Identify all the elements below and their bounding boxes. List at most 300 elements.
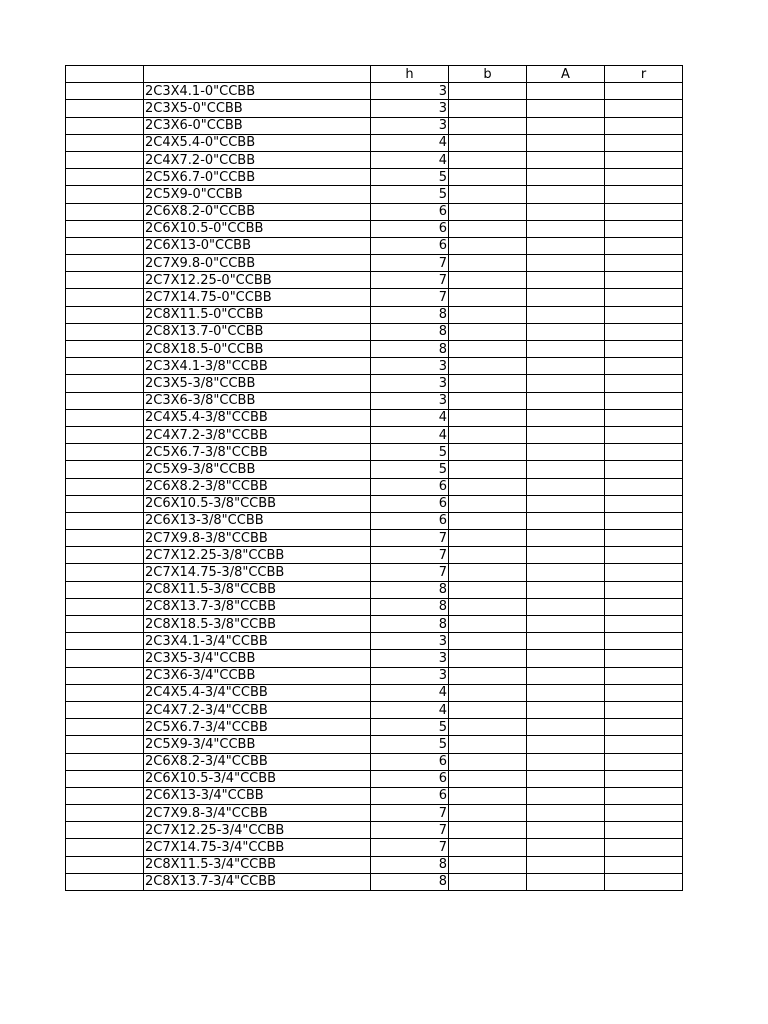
b-value-cell[interactable] (449, 169, 527, 186)
h-value-cell[interactable]: 5 (371, 169, 449, 186)
r-value-cell[interactable] (605, 839, 683, 856)
h-value-cell[interactable]: 4 (371, 409, 449, 426)
row-index-cell[interactable] (66, 787, 144, 804)
section-name-cell[interactable]: 2C4X7.2-3/8"CCBB (144, 426, 371, 443)
h-value-cell[interactable]: 6 (371, 512, 449, 529)
r-value-cell[interactable] (605, 186, 683, 203)
b-value-cell[interactable] (449, 272, 527, 289)
section-name-cell[interactable]: 2C3X6-0"CCBB (144, 117, 371, 134)
table-row (66, 358, 683, 375)
h-value-cell[interactable]: 6 (371, 478, 449, 495)
a-value-cell[interactable] (527, 839, 605, 856)
b-value-cell[interactable] (449, 237, 527, 254)
b-value-cell[interactable] (449, 134, 527, 151)
table-row (66, 306, 683, 323)
b-value-cell[interactable] (449, 186, 527, 203)
b-value-cell[interactable] (449, 684, 527, 701)
section-name-cell[interactable]: 2C6X10.5-0"CCBB (144, 220, 371, 237)
row-index-cell[interactable] (66, 495, 144, 512)
r-value-cell[interactable] (605, 151, 683, 168)
r-value-cell[interactable] (605, 306, 683, 323)
section-name-cell[interactable]: 2C5X9-3/4"CCBB (144, 736, 371, 753)
section-name-cell[interactable]: 2C7X14.75-3/8"CCBB (144, 564, 371, 581)
r-value-cell[interactable] (605, 598, 683, 615)
r-value-cell[interactable] (605, 478, 683, 495)
row-index-cell[interactable] (66, 633, 144, 650)
b-value-cell[interactable] (449, 409, 527, 426)
b-value-cell[interactable] (449, 495, 527, 512)
row-index-cell[interactable] (66, 805, 144, 822)
r-value-cell[interactable] (605, 684, 683, 701)
a-value-cell[interactable] (527, 341, 605, 358)
b-value-cell[interactable] (449, 444, 527, 461)
h-value-cell[interactable]: 3 (371, 83, 449, 100)
b-value-cell[interactable] (449, 530, 527, 547)
r-value-cell[interactable] (605, 667, 683, 684)
row-index-cell[interactable] (66, 753, 144, 770)
row-index-cell[interactable] (66, 117, 144, 134)
b-value-cell[interactable] (449, 220, 527, 237)
b-value-cell[interactable] (449, 375, 527, 392)
row-index-cell[interactable] (66, 856, 144, 873)
h-value-cell[interactable]: 4 (371, 701, 449, 718)
r-value-cell[interactable] (605, 719, 683, 736)
section-name-cell[interactable]: 2C3X4.1-3/4"CCBB (144, 633, 371, 650)
h-value-cell[interactable]: 4 (371, 684, 449, 701)
r-value-cell[interactable] (605, 392, 683, 409)
row-index-cell[interactable] (66, 220, 144, 237)
a-value-cell[interactable] (527, 117, 605, 134)
row-index-cell[interactable] (66, 237, 144, 254)
section-name-cell[interactable]: 2C6X10.5-3/8"CCBB (144, 495, 371, 512)
row-index-cell[interactable] (66, 186, 144, 203)
section-name-cell[interactable]: 2C7X9.8-0"CCBB (144, 255, 371, 272)
b-value-cell[interactable] (449, 83, 527, 100)
row-index-cell[interactable] (66, 409, 144, 426)
row-index-cell[interactable] (66, 822, 144, 839)
row-index-cell[interactable] (66, 667, 144, 684)
b-value-cell[interactable] (449, 392, 527, 409)
b-value-cell[interactable] (449, 255, 527, 272)
h-value-cell[interactable]: 7 (371, 822, 449, 839)
b-value-cell[interactable] (449, 805, 527, 822)
section-name-cell[interactable]: 2C4X7.2-3/4"CCBB (144, 701, 371, 718)
h-value-cell[interactable]: 8 (371, 306, 449, 323)
r-value-cell[interactable] (605, 787, 683, 804)
b-value-cell[interactable] (449, 203, 527, 220)
b-value-cell[interactable] (449, 650, 527, 667)
h-value-cell[interactable]: 7 (371, 530, 449, 547)
r-value-cell[interactable] (605, 633, 683, 650)
a-value-cell[interactable] (527, 409, 605, 426)
b-value-cell[interactable] (449, 306, 527, 323)
a-value-cell[interactable] (527, 323, 605, 340)
row-index-cell[interactable] (66, 151, 144, 168)
b-value-cell[interactable] (449, 701, 527, 718)
b-value-cell[interactable] (449, 289, 527, 306)
r-value-cell[interactable] (605, 564, 683, 581)
a-value-cell[interactable] (527, 856, 605, 873)
r-value-cell[interactable] (605, 822, 683, 839)
section-name-cell[interactable]: 2C8X18.5-3/8"CCBB (144, 616, 371, 633)
r-value-cell[interactable] (605, 237, 683, 254)
row-index-cell[interactable] (66, 444, 144, 461)
r-value-cell[interactable] (605, 203, 683, 220)
section-name-cell[interactable]: 2C6X8.2-3/8"CCBB (144, 478, 371, 495)
r-value-cell[interactable] (605, 134, 683, 151)
a-value-cell[interactable] (527, 564, 605, 581)
a-value-cell[interactable] (527, 83, 605, 100)
section-name-cell[interactable]: 2C7X12.25-3/8"CCBB (144, 547, 371, 564)
a-value-cell[interactable] (527, 186, 605, 203)
a-value-cell[interactable] (527, 495, 605, 512)
h-value-cell[interactable]: 6 (371, 787, 449, 804)
r-value-cell[interactable] (605, 289, 683, 306)
a-value-cell[interactable] (527, 134, 605, 151)
h-value-cell[interactable]: 7 (371, 289, 449, 306)
row-index-cell[interactable] (66, 169, 144, 186)
r-value-cell[interactable] (605, 375, 683, 392)
a-value-cell[interactable] (527, 203, 605, 220)
h-value-cell[interactable]: 6 (371, 753, 449, 770)
a-value-cell[interactable] (527, 306, 605, 323)
table-row (66, 461, 683, 478)
table-row (66, 409, 683, 426)
r-value-cell[interactable] (605, 426, 683, 443)
b-value-cell[interactable] (449, 564, 527, 581)
h-value-cell[interactable]: 3 (371, 117, 449, 134)
header-cell-b[interactable]: b (449, 66, 527, 83)
section-name-cell[interactable]: 2C3X5-3/8"CCBB (144, 375, 371, 392)
row-index-cell[interactable] (66, 255, 144, 272)
r-value-cell[interactable] (605, 616, 683, 633)
h-value-cell[interactable]: 8 (371, 341, 449, 358)
section-name-cell[interactable]: 2C5X6.7-3/4"CCBB (144, 719, 371, 736)
section-name-cell[interactable]: 2C8X13.7-3/4"CCBB (144, 873, 371, 890)
section-name-cell[interactable]: 2C6X13-0"CCBB (144, 237, 371, 254)
row-index-cell[interactable] (66, 564, 144, 581)
h-value-cell[interactable]: 6 (371, 220, 449, 237)
table-row (66, 547, 683, 564)
a-value-cell[interactable] (527, 598, 605, 615)
r-value-cell[interactable] (605, 736, 683, 753)
row-index-cell[interactable] (66, 392, 144, 409)
r-value-cell[interactable] (605, 805, 683, 822)
a-value-cell[interactable] (527, 220, 605, 237)
h-value-cell[interactable]: 3 (371, 358, 449, 375)
b-value-cell[interactable] (449, 616, 527, 633)
a-value-cell[interactable] (527, 753, 605, 770)
r-value-cell[interactable] (605, 770, 683, 787)
table-row (66, 616, 683, 633)
a-value-cell[interactable] (527, 787, 605, 804)
h-value-cell[interactable]: 5 (371, 186, 449, 203)
section-name-cell[interactable]: 2C8X11.5-0"CCBB (144, 306, 371, 323)
row-index-cell[interactable] (66, 581, 144, 598)
row-index-cell[interactable] (66, 719, 144, 736)
row-index-cell[interactable] (66, 598, 144, 615)
section-name-cell[interactable]: 2C3X4.1-0"CCBB (144, 83, 371, 100)
section-name-cell[interactable]: 2C8X11.5-3/8"CCBB (144, 581, 371, 598)
h-value-cell[interactable]: 7 (371, 272, 449, 289)
section-name-cell[interactable]: 2C5X9-3/8"CCBB (144, 461, 371, 478)
b-value-cell[interactable] (449, 667, 527, 684)
row-index-cell[interactable] (66, 684, 144, 701)
section-name-cell[interactable]: 2C7X12.25-3/4"CCBB (144, 822, 371, 839)
h-value-cell[interactable]: 3 (371, 633, 449, 650)
r-value-cell[interactable] (605, 650, 683, 667)
h-value-cell[interactable]: 3 (371, 667, 449, 684)
b-value-cell[interactable] (449, 547, 527, 564)
a-value-cell[interactable] (527, 547, 605, 564)
section-name-cell[interactable]: 2C7X9.8-3/8"CCBB (144, 530, 371, 547)
section-name-cell[interactable]: 2C4X5.4-3/4"CCBB (144, 684, 371, 701)
a-value-cell[interactable] (527, 426, 605, 443)
a-value-cell[interactable] (527, 805, 605, 822)
table-row (66, 805, 683, 822)
section-name-cell[interactable]: 2C4X5.4-0"CCBB (144, 134, 371, 151)
h-value-cell[interactable]: 8 (371, 873, 449, 890)
r-value-cell[interactable] (605, 512, 683, 529)
h-value-cell[interactable]: 4 (371, 134, 449, 151)
b-value-cell[interactable] (449, 873, 527, 890)
r-value-cell[interactable] (605, 701, 683, 718)
h-value-cell[interactable]: 8 (371, 323, 449, 340)
row-index-cell[interactable] (66, 306, 144, 323)
header-cell-a[interactable]: A (527, 66, 605, 83)
r-value-cell[interactable] (605, 323, 683, 340)
row-index-cell[interactable] (66, 616, 144, 633)
b-value-cell[interactable] (449, 100, 527, 117)
h-value-cell[interactable]: 4 (371, 151, 449, 168)
b-value-cell[interactable] (449, 358, 527, 375)
section-name-cell[interactable]: 2C7X14.75-0"CCBB (144, 289, 371, 306)
h-value-cell[interactable]: 4 (371, 426, 449, 443)
r-value-cell[interactable] (605, 272, 683, 289)
row-index-cell[interactable] (66, 272, 144, 289)
h-value-cell[interactable]: 6 (371, 770, 449, 787)
h-value-cell[interactable]: 8 (371, 856, 449, 873)
b-value-cell[interactable] (449, 770, 527, 787)
header-cell-blank-2[interactable] (144, 66, 371, 83)
a-value-cell[interactable] (527, 512, 605, 529)
row-index-cell[interactable] (66, 770, 144, 787)
b-value-cell[interactable] (449, 787, 527, 804)
h-value-cell[interactable]: 6 (371, 237, 449, 254)
b-value-cell[interactable] (449, 151, 527, 168)
a-value-cell[interactable] (527, 289, 605, 306)
a-value-cell[interactable] (527, 667, 605, 684)
row-index-cell[interactable] (66, 512, 144, 529)
a-value-cell[interactable] (527, 633, 605, 650)
section-name-cell[interactable]: 2C4X5.4-3/8"CCBB (144, 409, 371, 426)
a-value-cell[interactable] (527, 255, 605, 272)
header-cell-r[interactable]: r (605, 66, 683, 83)
a-value-cell[interactable] (527, 444, 605, 461)
r-value-cell[interactable] (605, 547, 683, 564)
row-index-cell[interactable] (66, 289, 144, 306)
b-value-cell[interactable] (449, 323, 527, 340)
b-value-cell[interactable] (449, 341, 527, 358)
r-value-cell[interactable] (605, 856, 683, 873)
section-name-cell[interactable]: 2C6X8.2-3/4"CCBB (144, 753, 371, 770)
h-value-cell[interactable]: 3 (371, 392, 449, 409)
header-cell-h[interactable]: h (371, 66, 449, 83)
r-value-cell[interactable] (605, 255, 683, 272)
b-value-cell[interactable] (449, 753, 527, 770)
b-value-cell[interactable] (449, 856, 527, 873)
h-value-cell[interactable]: 6 (371, 203, 449, 220)
a-value-cell[interactable] (527, 873, 605, 890)
section-name-cell[interactable]: 2C3X5-0"CCBB (144, 100, 371, 117)
section-name-cell[interactable]: 2C3X5-3/4"CCBB (144, 650, 371, 667)
a-value-cell[interactable] (527, 237, 605, 254)
h-value-cell[interactable]: 7 (371, 839, 449, 856)
section-name-cell[interactable]: 2C6X13-3/8"CCBB (144, 512, 371, 529)
row-index-cell[interactable] (66, 701, 144, 718)
b-value-cell[interactable] (449, 736, 527, 753)
a-value-cell[interactable] (527, 822, 605, 839)
row-index-cell[interactable] (66, 323, 144, 340)
a-value-cell[interactable] (527, 616, 605, 633)
h-value-cell[interactable]: 7 (371, 255, 449, 272)
b-value-cell[interactable] (449, 581, 527, 598)
a-value-cell[interactable] (527, 478, 605, 495)
a-value-cell[interactable] (527, 272, 605, 289)
r-value-cell[interactable] (605, 220, 683, 237)
r-value-cell[interactable] (605, 873, 683, 890)
h-value-cell[interactable]: 8 (371, 616, 449, 633)
b-value-cell[interactable] (449, 633, 527, 650)
header-cell-blank-1[interactable] (66, 66, 144, 83)
r-value-cell[interactable] (605, 100, 683, 117)
section-name-cell[interactable]: 2C8X13.7-3/8"CCBB (144, 598, 371, 615)
section-name-cell[interactable]: 2C7X14.75-3/4"CCBB (144, 839, 371, 856)
r-value-cell[interactable] (605, 495, 683, 512)
a-value-cell[interactable] (527, 530, 605, 547)
a-value-cell[interactable] (527, 169, 605, 186)
a-value-cell[interactable] (527, 581, 605, 598)
table-row (66, 770, 683, 787)
section-name-cell[interactable]: 2C3X4.1-3/8"CCBB (144, 358, 371, 375)
a-value-cell[interactable] (527, 358, 605, 375)
h-value-cell[interactable]: 3 (371, 100, 449, 117)
b-value-cell[interactable] (449, 598, 527, 615)
r-value-cell[interactable] (605, 444, 683, 461)
section-name-cell[interactable]: 2C3X6-3/4"CCBB (144, 667, 371, 684)
row-index-cell[interactable] (66, 736, 144, 753)
row-index-cell[interactable] (66, 478, 144, 495)
row-index-cell[interactable] (66, 873, 144, 890)
row-index-cell[interactable] (66, 375, 144, 392)
section-name-cell[interactable]: 2C5X6.7-3/8"CCBB (144, 444, 371, 461)
row-index-cell[interactable] (66, 547, 144, 564)
row-index-cell[interactable] (66, 134, 144, 151)
h-value-cell[interactable]: 5 (371, 461, 449, 478)
row-index-cell[interactable] (66, 426, 144, 443)
a-value-cell[interactable] (527, 375, 605, 392)
h-value-cell[interactable]: 5 (371, 719, 449, 736)
section-name-cell[interactable]: 2C8X11.5-3/4"CCBB (144, 856, 371, 873)
b-value-cell[interactable] (449, 822, 527, 839)
section-name-cell[interactable]: 2C6X8.2-0"CCBB (144, 203, 371, 220)
table-row (66, 100, 683, 117)
row-index-cell[interactable] (66, 358, 144, 375)
section-name-cell[interactable]: 2C8X18.5-0"CCBB (144, 341, 371, 358)
r-value-cell[interactable] (605, 117, 683, 134)
row-index-cell[interactable] (66, 839, 144, 856)
table-row (66, 701, 683, 718)
section-name-cell[interactable]: 2C5X9-0"CCBB (144, 186, 371, 203)
r-value-cell[interactable] (605, 409, 683, 426)
r-value-cell[interactable] (605, 83, 683, 100)
a-value-cell[interactable] (527, 701, 605, 718)
h-value-cell[interactable]: 5 (371, 444, 449, 461)
h-value-cell[interactable]: 7 (371, 564, 449, 581)
a-value-cell[interactable] (527, 151, 605, 168)
row-index-cell[interactable] (66, 461, 144, 478)
section-name-cell[interactable]: 2C7X9.8-3/4"CCBB (144, 805, 371, 822)
h-value-cell[interactable]: 8 (371, 598, 449, 615)
h-value-cell[interactable]: 7 (371, 805, 449, 822)
row-index-cell[interactable] (66, 650, 144, 667)
b-value-cell[interactable] (449, 117, 527, 134)
table-row (66, 787, 683, 804)
b-value-cell[interactable] (449, 478, 527, 495)
h-value-cell[interactable]: 6 (371, 495, 449, 512)
table-row (66, 134, 683, 151)
r-value-cell[interactable] (605, 530, 683, 547)
a-value-cell[interactable] (527, 650, 605, 667)
b-value-cell[interactable] (449, 839, 527, 856)
r-value-cell[interactable] (605, 358, 683, 375)
row-index-cell[interactable] (66, 341, 144, 358)
b-value-cell[interactable] (449, 719, 527, 736)
a-value-cell[interactable] (527, 100, 605, 117)
a-value-cell[interactable] (527, 770, 605, 787)
section-name-cell[interactable]: 2C6X10.5-3/4"CCBB (144, 770, 371, 787)
section-name-cell[interactable]: 2C6X13-3/4"CCBB (144, 787, 371, 804)
h-value-cell[interactable]: 7 (371, 547, 449, 564)
h-value-cell[interactable]: 5 (371, 736, 449, 753)
section-name-cell[interactable]: 2C3X6-3/8"CCBB (144, 392, 371, 409)
a-value-cell[interactable] (527, 392, 605, 409)
section-name-cell[interactable]: 2C7X12.25-0"CCBB (144, 272, 371, 289)
section-name-cell[interactable]: 2C8X13.7-0"CCBB (144, 323, 371, 340)
r-value-cell[interactable] (605, 169, 683, 186)
b-value-cell[interactable] (449, 461, 527, 478)
row-index-cell[interactable] (66, 100, 144, 117)
r-value-cell[interactable] (605, 581, 683, 598)
r-value-cell[interactable] (605, 461, 683, 478)
row-index-cell[interactable] (66, 203, 144, 220)
a-value-cell[interactable] (527, 736, 605, 753)
section-name-cell[interactable]: 2C4X7.2-0"CCBB (144, 151, 371, 168)
a-value-cell[interactable] (527, 684, 605, 701)
a-value-cell[interactable] (527, 719, 605, 736)
row-index-cell[interactable] (66, 83, 144, 100)
b-value-cell[interactable] (449, 512, 527, 529)
b-value-cell[interactable] (449, 426, 527, 443)
r-value-cell[interactable] (605, 341, 683, 358)
r-value-cell[interactable] (605, 753, 683, 770)
a-value-cell[interactable] (527, 461, 605, 478)
section-name-cell[interactable]: 2C5X6.7-0"CCBB (144, 169, 371, 186)
row-index-cell[interactable] (66, 530, 144, 547)
h-value-cell[interactable]: 3 (371, 375, 449, 392)
h-value-cell[interactable]: 8 (371, 581, 449, 598)
h-value-cell[interactable]: 3 (371, 650, 449, 667)
